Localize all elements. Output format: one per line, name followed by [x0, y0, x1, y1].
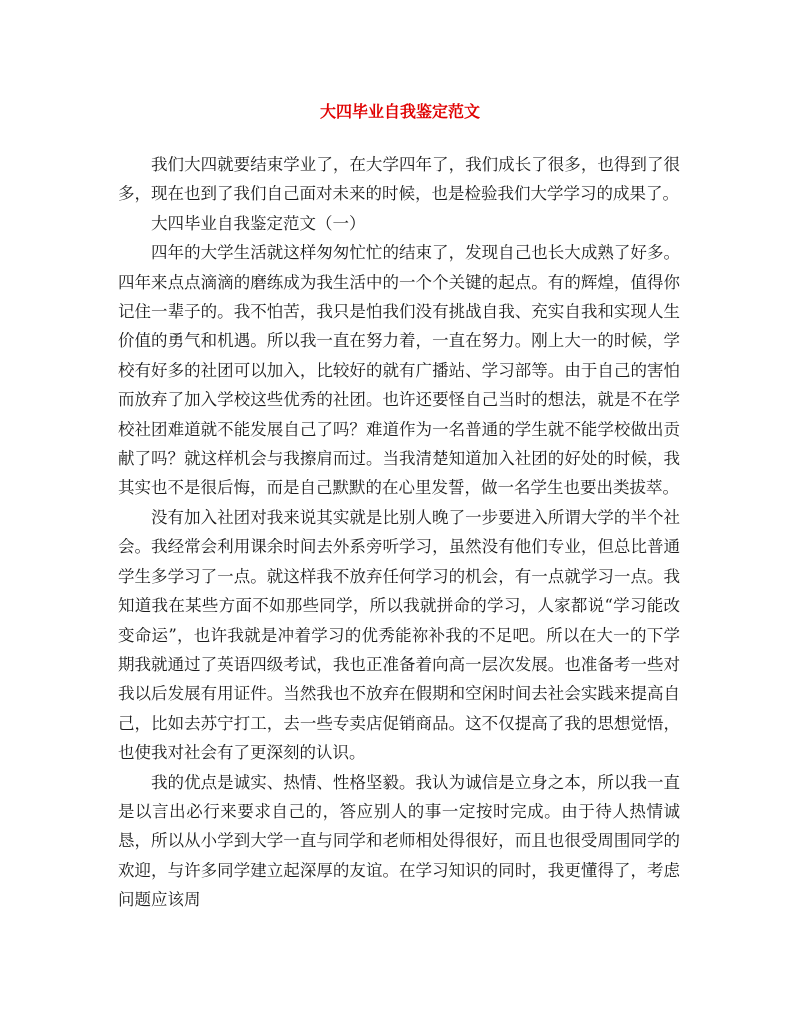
document-title: 大四毕业自我鉴定范文 — [319, 102, 480, 121]
body-paragraph: 没有加入社团对我来说其实就是比别人晚了一步要进入所谓大学的半个社会。我经常会利用课余时间去外系旁听学习，虽然没有他们专业，但总比普通学生多学习了一点。就这样我不放弃任何学习的机会，有一点就学习一点。我知道我在某些方面不如那些同学，所以我就拼命的学习，人家都说“学习能改变命运”，也许我就是冲着学习的优秀能祢补我的不足吧。所以在大一的下学期我就通过了英语四级考试，我也正准备着向高一层次发展。也准备考一些对我以后发展有用证件。当然我也不放弃在假期和空闲时间去社会实践来提高自己，比如去苏宁打工，去一些专卖店促销商品。这不仅提高了我的思想觉悟，也使我对社会有了更深刻的认识。 — [118, 507, 680, 763]
intro-paragraph: 我们大四就要结束学业了，在大学四年了，我们成长了很多，也得到了很多，现在也到了我们自己面对未来的时候，也是检验我们大学学习的成果了。 — [118, 155, 680, 204]
body-paragraph: 我的优点是诚实、热情、性格坚毅。我认为诚信是立身之本，所以我一直是以言出必行来要求自己的，答应别人的事一定按时完成。由于待人热情诚恳，所以从小学到大学一直与同学和老师相处得很好，而且也很受周围同学的欢迎，与许多同学建立起深厚的友谊。在学习知识的同时，我更懂得了，考虑问题应该周 — [118, 772, 680, 910]
section-heading: 大四毕业自我鉴定范文（一） — [151, 213, 366, 233]
document-body — [118, 150, 680, 915]
body-paragraph: 四年的大学生活就这样匆匆忙忙的结束了，发现自己也长大成熟了好多。四年来点点滴滴的磨练成为我生活中的一个个关键的起点。有的辉煌，值得你记住一辈子的。我不怕苦，我只是怕我们没有挑战自我、充实自我和实现人生价值的勇气和机遇。所以我一直在努力着，一直在努力。刚上大一的时候，学校有好多的社团可以加入，比较好的就有广播站、学习部等。由于自己的害怕而放弃了加入学校这些优秀的社团。也许还要怪自己当时的想法，就是不在学校社团难道就不能发展自己了吗？难道作为一名普通的学生就不能学校做出贡献了吗？就这样机会与我擦肩而过。当我清楚知道加入社团的好处的时候，我其实也不是很后悔，而是自己默默的在心里发誓，做一名学生也要出类拔萃。 — [118, 243, 680, 498]
